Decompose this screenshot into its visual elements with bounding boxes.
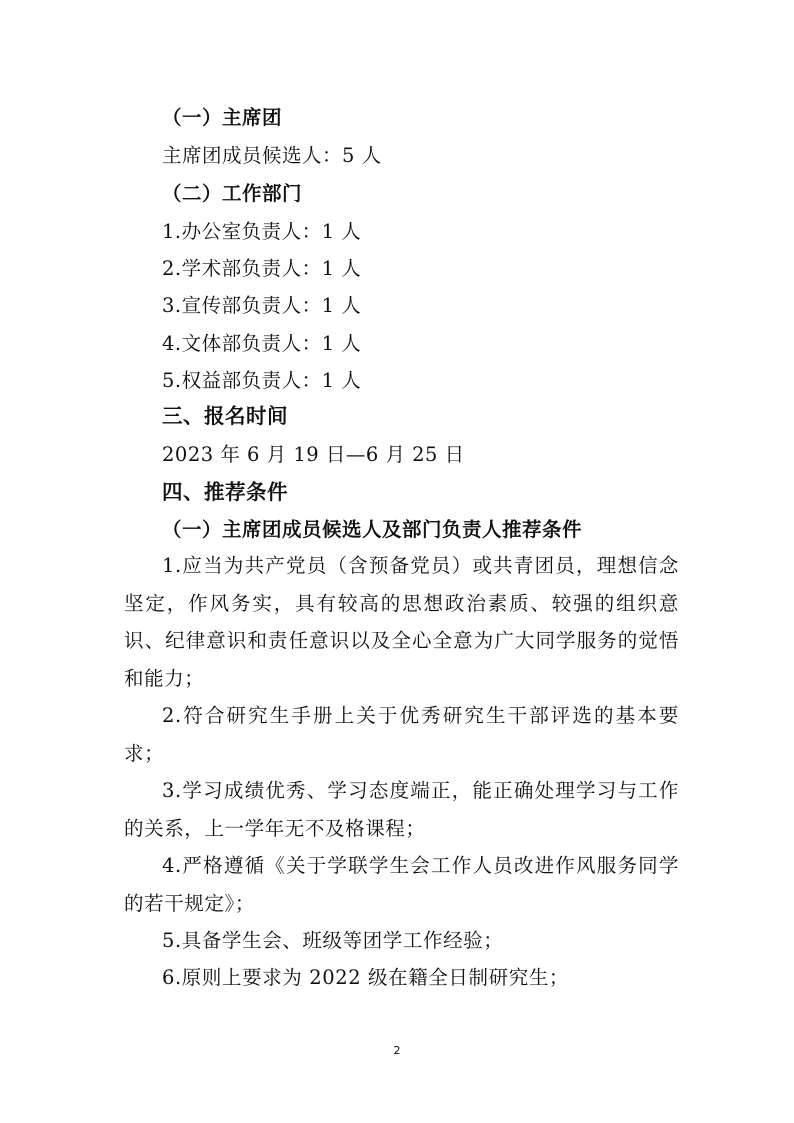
condition-paragraph: 1.应当为共产党员（含预备党员）或共青团员，理想信念坚定，作风务实，具有较高的思想政治素质、较强的组织意识、纪律意识和责任意识以及全心全意为广大同学服务的觉悟和能力； xyxy=(124,554,679,690)
heading-recommendation: 四、推荐条件 xyxy=(162,480,288,504)
registration-time: 2023 年 6 月 19 日—6 月 25 日 xyxy=(162,443,465,466)
condition-paragraph: 5.具备学生会、班级等团学工作经验； xyxy=(162,929,504,952)
section-heading-presidium: （一）主席团 xyxy=(162,106,283,129)
presidium-candidates: 主席团成员候选人：5 人 xyxy=(162,144,382,167)
dept-item: 1.办公室负责人：1 人 xyxy=(162,220,362,243)
heading-registration-time: 三、报名时间 xyxy=(162,404,288,428)
page-number: 2 xyxy=(393,1044,401,1057)
section-heading-departments: （二）工作部门 xyxy=(162,182,303,205)
dept-item: 4.文体部负责人：1 人 xyxy=(162,332,362,355)
dept-item: 5.权益部负责人：1 人 xyxy=(162,369,362,392)
condition-paragraph: 6.原则上要求为 2022 级在籍全日制研究生； xyxy=(162,966,570,989)
condition-paragraph: 3.学习成绩优秀、学习态度端正，能正确处理学习与工作的关系，上一学年无不及格课程； xyxy=(124,779,679,840)
condition-paragraph: 4.严格遵循《关于学联学生会工作人员改进作风服务同学的若干规定》； xyxy=(124,854,679,915)
subheading-recommendation: （一）主席团成员候选人及部门负责人推荐条件 xyxy=(162,518,583,541)
condition-paragraph: 2.符合研究生手册上关于优秀研究生干部评选的基本要求； xyxy=(124,704,679,765)
dept-item: 3.宣传部负责人：1 人 xyxy=(162,294,362,317)
dept-item: 2.学术部负责人：1 人 xyxy=(162,257,362,280)
